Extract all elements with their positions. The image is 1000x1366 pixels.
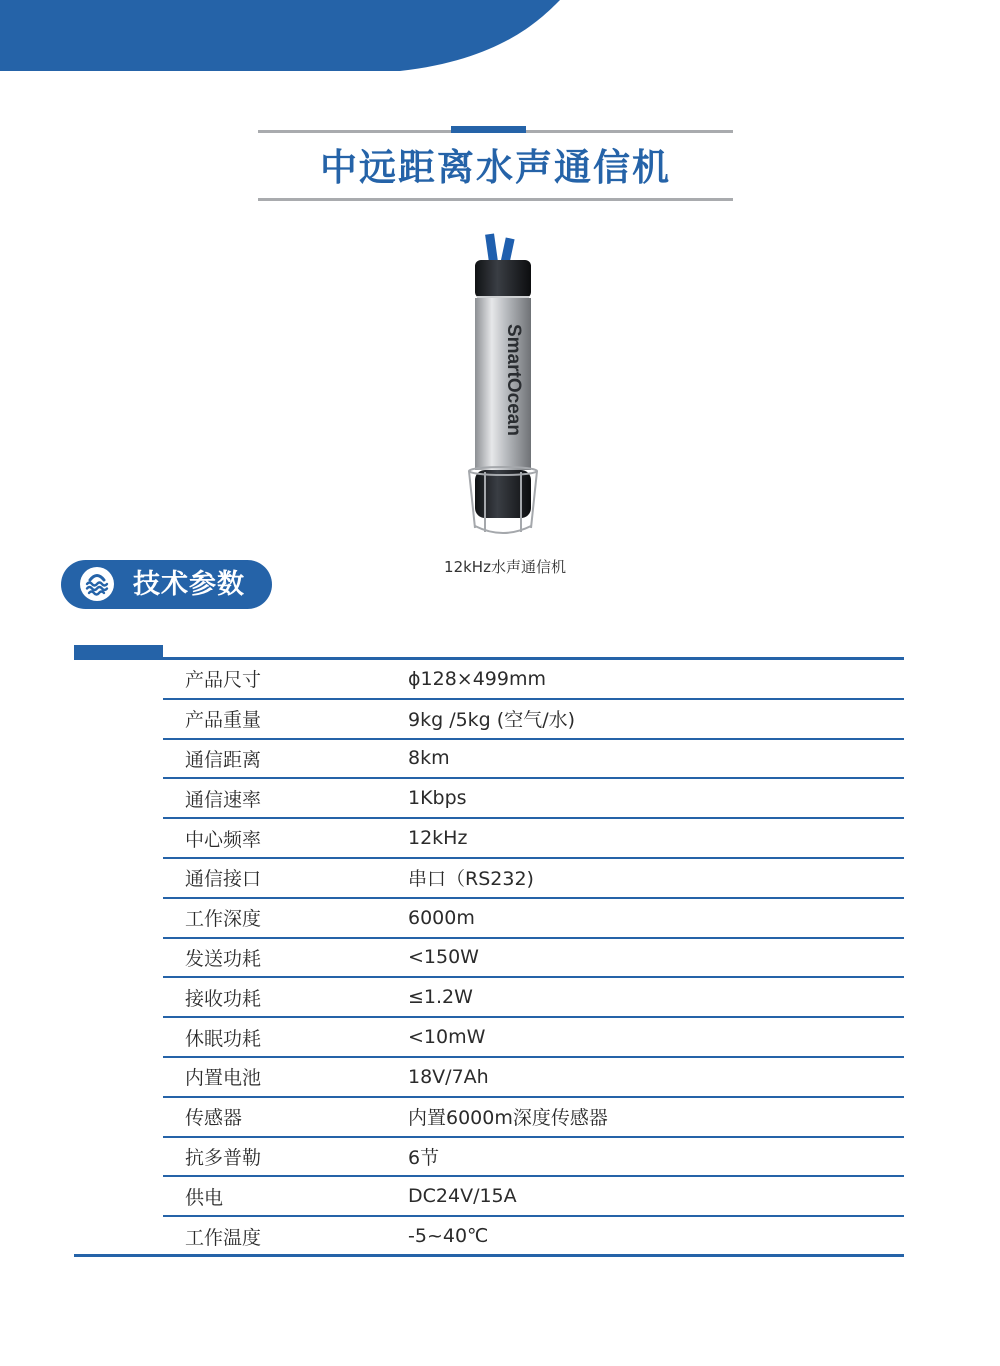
spec-row xyxy=(163,819,904,859)
spec-value: <10mW xyxy=(408,1026,486,1049)
spec-row xyxy=(163,779,904,819)
water-waves-icon xyxy=(80,567,114,601)
spec-label: 抗多普勒 xyxy=(185,1146,262,1169)
spec-value: DC24V/15A xyxy=(408,1185,517,1208)
spec-label: 传感器 xyxy=(185,1107,243,1130)
spec-row xyxy=(163,899,904,939)
spec-row xyxy=(163,1217,904,1255)
spec-row xyxy=(163,1177,904,1217)
spec-row xyxy=(163,1058,904,1098)
spec-label: 供电 xyxy=(185,1186,224,1209)
spec-label: 发送功耗 xyxy=(185,947,262,970)
spec-row xyxy=(163,1018,904,1058)
section-header xyxy=(61,560,272,609)
spec-value: 6节 xyxy=(408,1146,440,1169)
spec-value: 6000m xyxy=(408,906,475,929)
spec-row xyxy=(163,1098,904,1138)
spec-label: 通信距离 xyxy=(185,748,262,771)
spec-value: 9kg /5kg (空气/水) xyxy=(408,709,576,732)
spec-label: 产品尺寸 xyxy=(185,669,262,692)
corner-wave-decoration xyxy=(0,0,560,75)
spec-row xyxy=(163,978,904,1018)
product-image xyxy=(455,228,545,540)
spec-value: 12kHz xyxy=(408,827,468,850)
spec-row xyxy=(163,1138,904,1178)
spec-value: ϕ128×499mm xyxy=(408,667,547,690)
spec-label: 内置电池 xyxy=(185,1067,262,1090)
spec-label: 产品重量 xyxy=(185,709,262,732)
title-accent-bar xyxy=(451,126,526,133)
spec-row xyxy=(163,700,904,740)
title-rule-bottom xyxy=(258,198,733,201)
section-title: 技术参数 xyxy=(133,569,245,600)
table-bottom-rule xyxy=(74,1254,904,1257)
spec-value: 8km xyxy=(408,747,450,770)
spec-label: 休眠功耗 xyxy=(185,1027,262,1050)
spec-label: 工作温度 xyxy=(185,1226,262,1249)
page-title: 中远距离水声通信机 xyxy=(320,146,671,189)
spec-label: 通信接口 xyxy=(185,868,262,891)
product-caption: 12kHz水声通信机 xyxy=(444,558,566,576)
spec-value: 18V/7Ah xyxy=(408,1065,489,1088)
spec-value: <150W xyxy=(408,946,479,969)
spec-value: 内置6000m深度传感器 xyxy=(408,1107,608,1130)
spec-value: ≤1.2W xyxy=(408,986,473,1009)
spec-label: 接收功耗 xyxy=(185,987,262,1010)
spec-value: 1Kbps xyxy=(408,787,467,810)
spec-label: 工作深度 xyxy=(185,908,262,931)
brand-mark: SmartOcean xyxy=(503,324,524,436)
spec-value: -5~40℃ xyxy=(408,1225,489,1248)
spec-table xyxy=(163,660,904,1255)
spec-row xyxy=(163,740,904,780)
spec-row xyxy=(163,859,904,899)
spec-row xyxy=(163,939,904,979)
spec-value: 串口（RS232) xyxy=(408,868,534,891)
spec-row xyxy=(163,660,904,700)
spec-label: 通信速率 xyxy=(185,788,262,811)
spec-label: 中心频率 xyxy=(185,828,262,851)
